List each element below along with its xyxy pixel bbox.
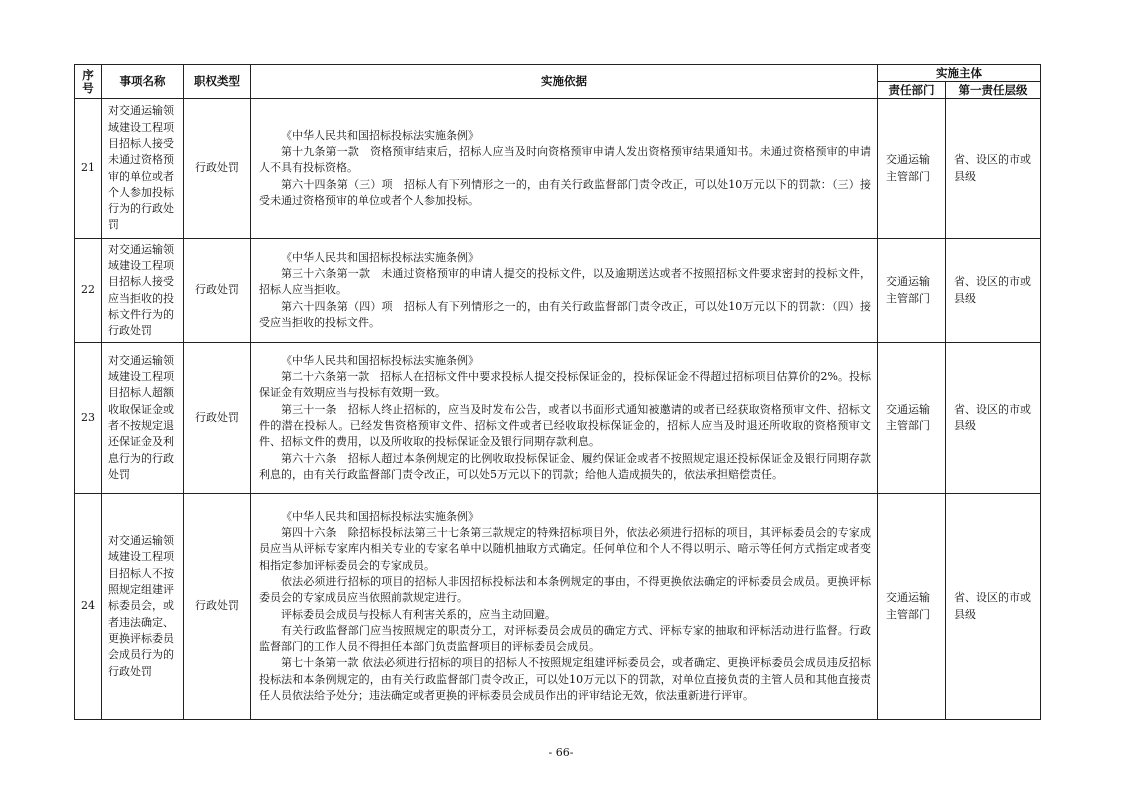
basis-paragraph: 第十九条第一款 资格预审结束后，招标人应当及时向资格预审申请人发出资格预审结果通知书。未通过资格预审的申请人不具有投标资格。	[259, 145, 871, 175]
header-no: 序号	[75, 65, 102, 99]
basis-paragraph: 《中华人民共和国招标投标法实施条例》	[281, 509, 479, 523]
header-name: 事项名称	[102, 65, 184, 99]
basis-paragraph: 第七十条第一款 依法必须进行招标的项目的招标人不按照规定组建评标委员会，或者确定、更换评标委员会成员违反招标投标法和本条例规定的，由有关行政监督部门责令改正，可以处10万元以下的罚款，对单位直接负责的主管人员和其他直接责任人员依法给予处分；违法确定或者更换的评标委员会成员作出的评审结论无效，依法重新进行评审。	[259, 656, 871, 702]
basis-paragraph: 《中华人民共和国招标投标法实施条例》	[281, 250, 479, 264]
row-name: 对交通运输领域建设工程项目招标人不按照规定组建评标委员会，或者违法确定、更换评标委员会成员行为的行政处罚	[102, 494, 184, 720]
row-basis	[251, 343, 878, 494]
row-basis	[251, 239, 878, 343]
header-subject: 实施主体	[878, 65, 1041, 82]
row-dept: 交通运输主管部门	[878, 99, 946, 239]
basis-paragraph: 第三十六条第一款 未通过资格预审的申请人提交的投标文件，以及逾期送达或者不按照招标文件要求密封的投标文件，招标人应当拒收。	[259, 267, 871, 297]
table-row	[75, 99, 1041, 239]
row-name: 对交通运输领域建设工程项目招标人接受应当拒收的投标文件行为的行政处罚	[102, 239, 184, 343]
row-no: 23	[75, 343, 102, 494]
header-type: 职权类型	[184, 65, 251, 99]
authority-table	[74, 64, 1041, 720]
basis-paragraph: 第四十六条 除招标投标法第三十七条第三款规定的特殊招标项目外，依法必须进行招标的项目，其评标委员会的专家成员应当从评标专家库内相关专业的专家名单中以随机抽取方式确定。任何单位和个人不得以明示、暗示等任何方式指定或者变相指定参加评标委员会的专家成员。	[259, 526, 871, 572]
header-basis: 实施依据	[251, 65, 878, 99]
basis-paragraph: 有关行政监督部门应当按照规定的职责分工，对评标委员会成员的确定方式、评标专家的抽取和评标活动进行监督。行政监督部门的工作人员不得担任本部门负责监督项目的评标委员会成员。	[259, 623, 871, 654]
table-row	[75, 343, 1041, 494]
row-basis	[251, 99, 878, 239]
basis-paragraph: 第六十四条第（三）项 招标人有下列情形之一的，由有关行政监督部门责令改正，可以处10万元以下的罚款：（三）接受未通过资格预审的单位或者个人参加投标。	[259, 177, 871, 207]
header-row	[75, 65, 1041, 82]
row-level: 省、设区的市或县级	[946, 494, 1041, 720]
row-basis	[251, 494, 878, 720]
basis-paragraph: 《中华人民共和国招标投标法实施条例》	[281, 128, 479, 142]
table-row	[75, 494, 1041, 720]
basis-paragraph: 《中华人民共和国招标投标法实施条例》	[281, 353, 479, 367]
row-type: 行政处罚	[184, 239, 251, 343]
row-no: 24	[75, 494, 102, 720]
row-no: 21	[75, 99, 102, 239]
basis-paragraph: 第六十六条 招标人超过本条例规定的比例收取投标保证金、履约保证金或者不按照规定退还投标保证金及银行同期存款利息的，由有关行政监督部门责令改正，可以处5万元以下的罚款；给他人造成损失的，依法承担赔偿责任。	[259, 451, 871, 481]
row-level: 省、设区的市或县级	[946, 99, 1041, 239]
row-dept: 交通运输主管部门	[878, 343, 946, 494]
basis-paragraph: 评标委员会成员与投标人有利害关系的，应当主动回避。	[281, 607, 556, 621]
header-level: 第一责任层级	[946, 82, 1041, 99]
row-dept: 交通运输主管部门	[878, 494, 946, 720]
basis-paragraph: 第六十四条第（四）项 招标人有下列情形之一的，由有关行政监督部门责令改正，可以处10万元以下的罚款：（四）接受应当拒收的投标文件。	[259, 299, 871, 329]
basis-paragraph: 第二十六条第一款 招标人在招标文件中要求投标人提交投标保证金的，投标保证金不得超过招标项目估算价的2%。投标保证金有效期应当与投标有效期一致。	[259, 370, 871, 400]
page-number: - 66-	[548, 746, 574, 759]
row-level: 省、设区的市或县级	[946, 239, 1041, 343]
basis-paragraph: 第三十一条 招标人终止招标的，应当及时发布公告，或者以书面形式通知被邀请的或者已经获取资格预审文件、招标文件的潜在投标人。已经发售资格预审文件、招标文件或者已经收取投标保证金的，招标人应当及时退还所收取的资格预审文件、招标文件的费用，以及所收取的投标保证金及银行同期存款利息。	[259, 402, 871, 449]
row-type: 行政处罚	[184, 99, 251, 239]
row-no: 22	[75, 239, 102, 343]
basis-paragraph: 依法必须进行招标的项目的招标人非因招标投标法和本条例规定的事由，不得更换依法确定的评标委员会成员。更换评标委员会的专家成员应当依照前款规定进行。	[259, 574, 871, 605]
row-name: 对交通运输领域建设工程项目招标人超额收取保证金或者不按规定退还保证金及利息行为的行政处罚	[102, 343, 184, 494]
header-dept: 责任部门	[878, 82, 946, 99]
row-type: 行政处罚	[184, 343, 251, 494]
row-dept: 交通运输主管部门	[878, 239, 946, 343]
row-type: 行政处罚	[184, 494, 251, 720]
row-level: 省、设区的市或县级	[946, 343, 1041, 494]
row-name: 对交通运输领域建设工程项目招标人接受未通过资格预审的单位或者个人参加投标行为的行政处罚	[102, 99, 184, 239]
table-row	[75, 239, 1041, 343]
